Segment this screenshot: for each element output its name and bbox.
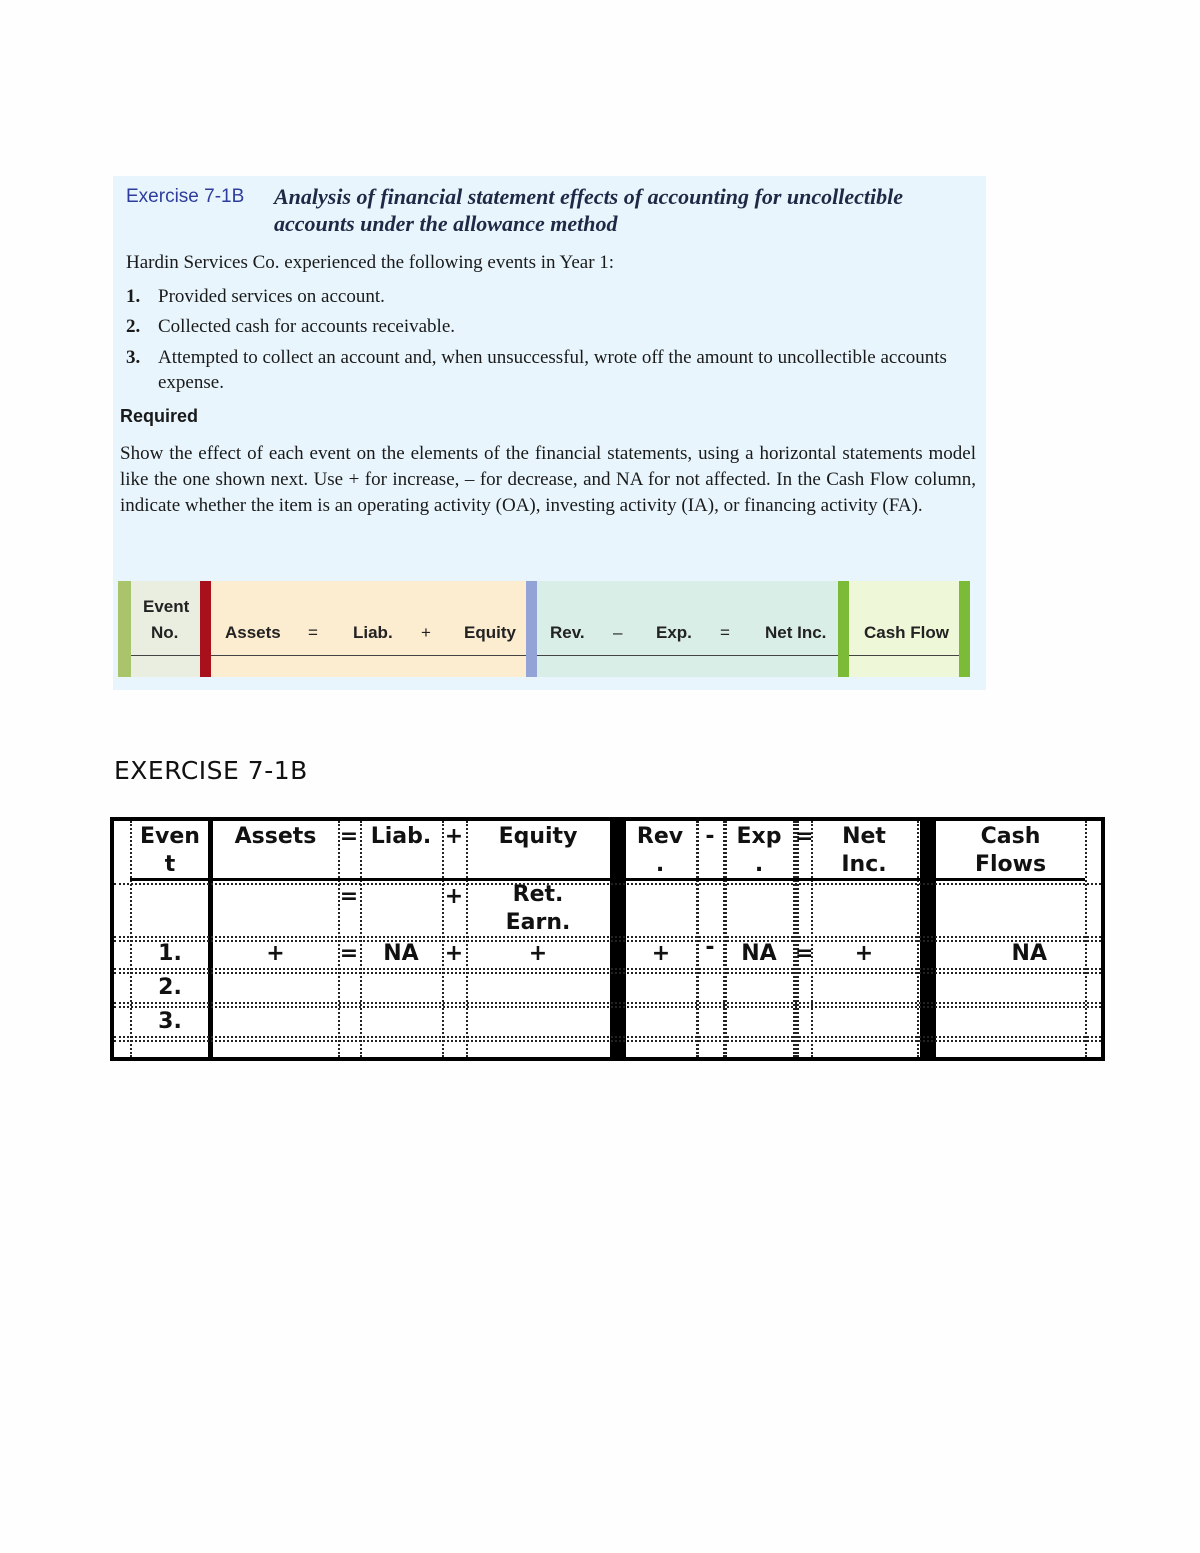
header-assets: Assets	[234, 824, 317, 849]
row-cash-flows	[936, 940, 1085, 968]
row-cash-flows-value: NA	[1011, 941, 1047, 966]
header-exp: Exp .	[736, 824, 782, 877]
statements-model-header	[118, 581, 971, 677]
required-heading: Required	[120, 406, 199, 426]
header-equity: Equity	[498, 824, 578, 849]
header-minus: -	[705, 824, 715, 849]
balance-sheet-bar	[200, 581, 211, 677]
model-rev-label: Rev.	[550, 623, 585, 642]
subheader-retained-earnings: Ret. Earn.	[505, 882, 571, 935]
exercise-title: Analysis of financial statement effects of accounting for uncollectible accounts under the allowance method	[274, 184, 904, 236]
textbook-excerpt	[113, 176, 986, 690]
event-text: Attempted to collect an account and, when unsuccessful, wrote off the amount to uncollectible accounts expense.	[158, 347, 947, 393]
header-plus: +	[444, 824, 464, 849]
model-equals-sign: =	[720, 623, 730, 642]
cash-flow-bar	[838, 581, 849, 677]
row-minus: -	[705, 935, 715, 960]
event-text: Provided services on account.	[158, 286, 385, 307]
header-equals: =	[339, 824, 359, 849]
row-rev: +	[651, 941, 671, 966]
exercise-heading: EXERCISE 7-1B	[114, 756, 308, 785]
subheader-plus: +	[444, 884, 464, 909]
header-event: Even t	[140, 824, 200, 877]
header-cash-flows: Cash Flows	[974, 824, 1047, 877]
header-rev: Rev .	[636, 824, 684, 877]
row-assets: +	[266, 941, 285, 966]
model-net-income-label: Net Inc.	[765, 623, 827, 642]
model-assets-label: Assets	[225, 623, 281, 642]
model-liab-label: Liab.	[353, 623, 393, 642]
header-equals: =	[795, 824, 814, 849]
header-liab: Liab.	[370, 824, 432, 849]
model-equity-label: Equity	[464, 623, 516, 642]
model-minus-sign: –	[613, 623, 623, 642]
row-net-income: +	[854, 941, 874, 966]
event-text: Collected cash for accounts receivable.	[158, 316, 455, 337]
income-statement-bar	[526, 581, 537, 677]
model-exp-label: Exp.	[656, 623, 692, 642]
header-net-income: Net Inc.	[841, 824, 887, 877]
event-number: 1.	[126, 286, 141, 307]
row-equals: =	[795, 941, 814, 966]
row-equity: +	[528, 941, 548, 966]
event-item	[126, 284, 986, 309]
instructions-text: Show the effect of each event on the elements of the financial statements, using a horizontal statements model like the one shown next. Use + for increase, – for decrease, and NA for not affected. In the Cash Flow column, indicate whether the item is an operating activity (OA), investing activity (IA), or financing activity (FA).	[120, 443, 976, 516]
cash-flow-end-bar	[959, 581, 970, 677]
model-event-label: Event	[143, 597, 190, 616]
model-cash-flow-label: Cash Flow	[864, 623, 950, 642]
event-number: 3.	[126, 347, 141, 368]
intro-text: Hardin Services Co. experienced the following events in Year 1:	[126, 252, 615, 273]
row-liab: NA	[383, 941, 419, 966]
event-bar	[118, 581, 131, 677]
row-plus: +	[444, 941, 464, 966]
row-event-number: 2.	[158, 975, 182, 1000]
row-event-number: 3.	[158, 1009, 182, 1034]
event-item	[126, 345, 986, 393]
row-exp: NA	[741, 941, 777, 966]
row-equals: =	[339, 941, 359, 966]
row-event-number: 1.	[158, 941, 182, 966]
event-number: 2.	[126, 316, 141, 337]
model-equals-sign: =	[308, 623, 318, 642]
event-item	[126, 314, 986, 339]
answer-table	[110, 817, 1105, 1061]
model-plus-sign: +	[421, 623, 431, 642]
model-event-no-label: No.	[151, 623, 179, 642]
subheader-equals: =	[339, 884, 359, 909]
exercise-label: Exercise 7-1B	[126, 186, 245, 207]
